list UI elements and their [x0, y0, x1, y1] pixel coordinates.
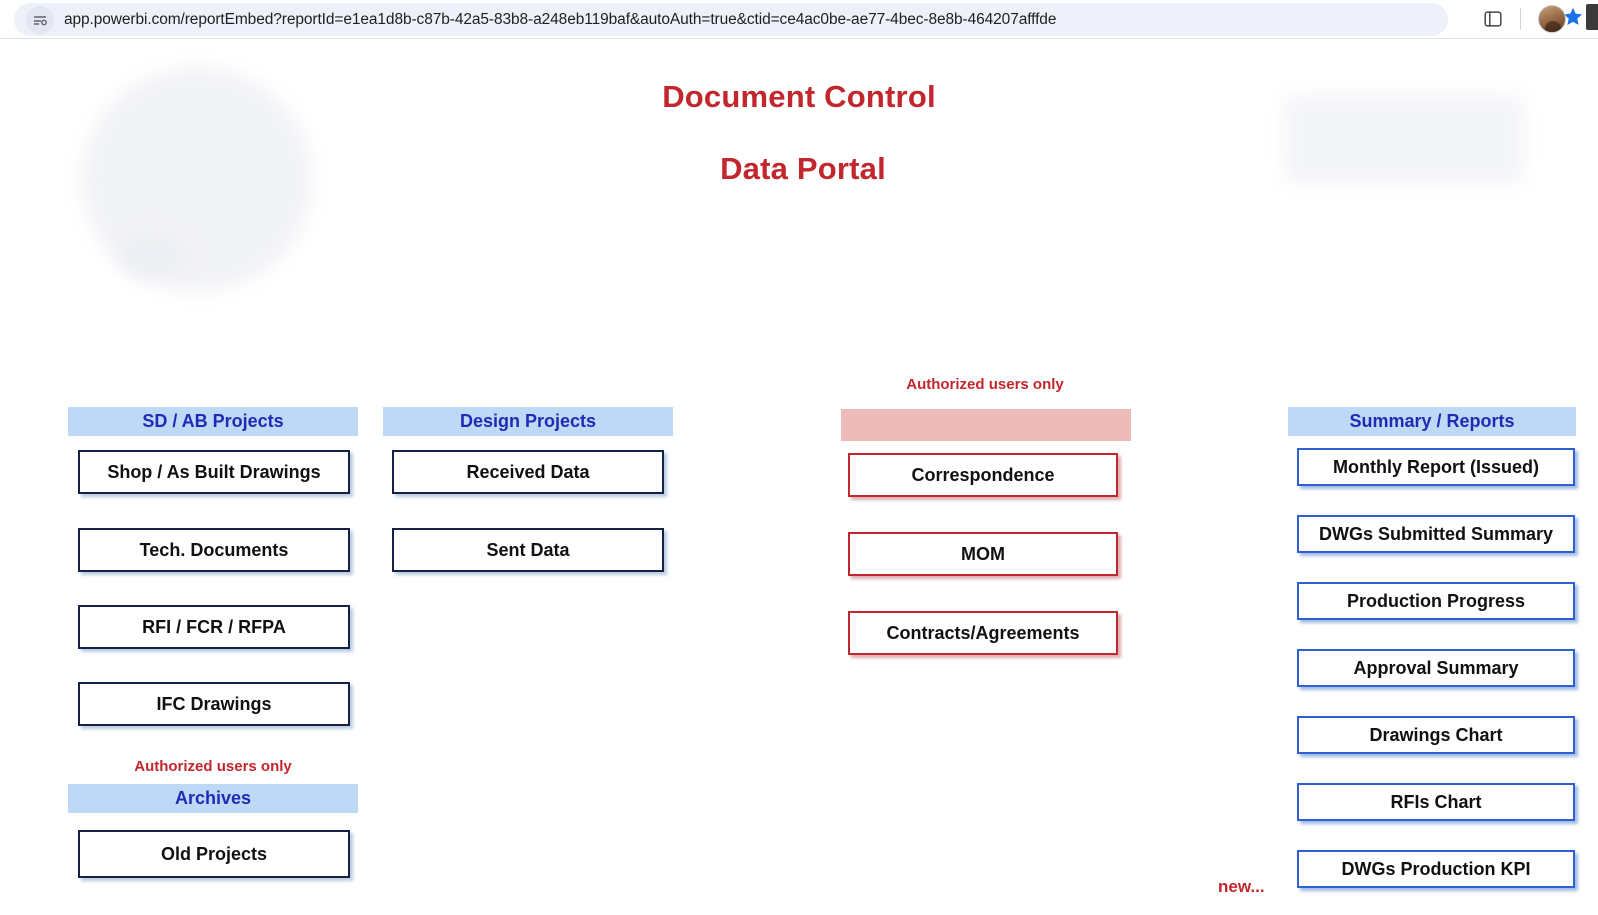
avatar[interactable] — [1538, 5, 1566, 33]
page-title-line1: Document Control — [662, 79, 936, 114]
browser-side-panel-icon[interactable] — [1586, 4, 1598, 30]
url-text: app.powerbi.com/reportEmbed?reportId=e1ea1d8b-c87b-42a5-83b8-a248eb119baf&autoAuth=true&ctid=ce4ac0be-ae77-4bec-8e8b-464207afffde — [64, 10, 1057, 28]
button-old-projects[interactable]: Old Projects — [78, 830, 350, 878]
column-header-archives: Archives — [68, 784, 358, 813]
address-bar[interactable] — [14, 3, 1448, 36]
column-header-design-projects: Design Projects — [383, 407, 673, 436]
button-monthly-report-issued[interactable]: Monthly Report (Issued) — [1297, 448, 1575, 486]
button-sent-data[interactable]: Sent Data — [392, 528, 664, 572]
archives-authorized-note: Authorized users only — [134, 758, 292, 775]
button-shop-as-built-drawings[interactable]: Shop / As Built Drawings — [78, 450, 350, 494]
button-correspondence[interactable]: Correspondence — [848, 453, 1118, 497]
button-received-data[interactable]: Received Data — [392, 450, 664, 494]
button-drawings-chart[interactable]: Drawings Chart — [1297, 716, 1575, 754]
column-header-sd-ab-projects: SD / AB Projects — [68, 407, 358, 436]
column-header-summary-reports: Summary / Reports — [1288, 407, 1576, 436]
button-production-progress[interactable]: Production Progress — [1297, 582, 1575, 620]
powerbi-report-canvas — [0, 39, 1598, 915]
button-mom[interactable]: MOM — [848, 532, 1118, 576]
new-label: new... — [1218, 877, 1265, 896]
correspondence-authorized-note: Authorized users only — [906, 376, 1064, 393]
button-dwgs-production-kpi[interactable]: DWGs Production KPI — [1297, 850, 1575, 888]
button-rfis-chart[interactable]: RFIs Chart — [1297, 783, 1575, 821]
page-title-line2: Data Portal — [720, 151, 886, 186]
extensions-icon[interactable] — [1482, 8, 1504, 30]
button-approval-summary[interactable]: Approval Summary — [1297, 649, 1575, 687]
toolbar-divider — [1520, 8, 1521, 30]
browser-toolbar — [0, 0, 1598, 39]
site-info-icon[interactable] — [26, 6, 54, 34]
button-dwgs-submitted-summary[interactable]: DWGs Submitted Summary — [1297, 515, 1575, 553]
button-tech-documents[interactable]: Tech. Documents — [78, 528, 350, 572]
button-contracts-agreements[interactable]: Contracts/Agreements — [848, 611, 1118, 655]
button-ifc-drawings[interactable]: IFC Drawings — [78, 682, 350, 726]
button-rfi-fcr-rfpa[interactable]: RFI / FCR / RFPA — [78, 605, 350, 649]
redacted-header-bar — [841, 409, 1131, 441]
background-blur-left-inner — [118, 234, 188, 276]
